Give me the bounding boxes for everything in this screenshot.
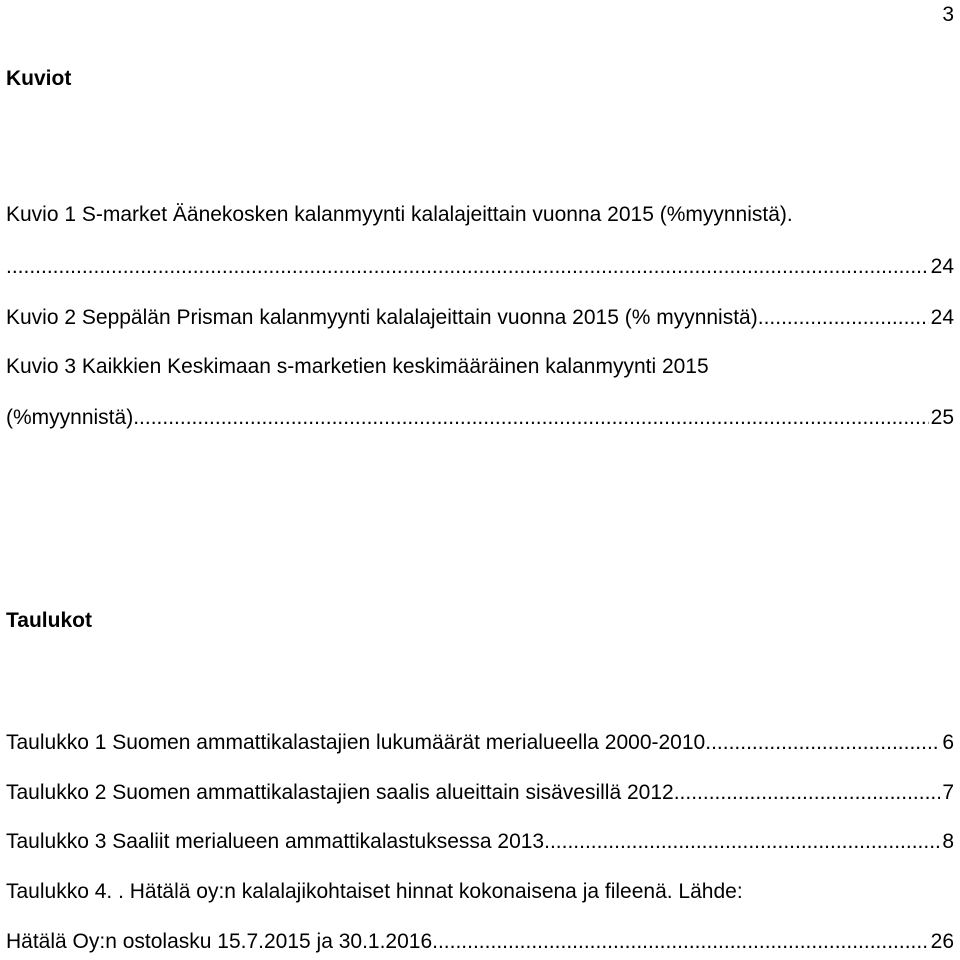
table-4-title[interactable]: Taulukko 4. . Hätälä oy:n kalalajikohtaiset hinnat kokonaisena ja fileenä. Lähde: [6,880,743,903]
dot-leader [764,305,929,331]
figure-3-title[interactable]: Kuvio 3 Kaikkien Keskimaan s-marketien keskimääräinen kalanmyynti 2015 [6,355,709,378]
tables-heading: Taulukot [6,609,92,632]
table-2-entry[interactable] [6,780,954,806]
table-3-title: Taulukko 3 Saaliit merialueen ammattikalastuksessa 2013 [6,830,545,853]
table-4-leader-line[interactable] [6,929,954,955]
figure-1-leader-line[interactable] [6,254,954,280]
table-1-entry[interactable] [6,730,954,756]
dot-leader [705,730,940,756]
table-3-page: 8 [942,830,954,853]
figure-2-title: Kuvio 2 Seppälän Prisman kalanmyynti kalalajeittain vuonna 2015 (% myynnistä). [6,306,764,329]
figure-1-title[interactable]: Kuvio 1 S-market Äänekosken kalanmyynti kalalajeittain vuonna 2015 (%myynnistä). [6,203,793,226]
page-number: 3 [942,3,954,26]
figure-3-title-continued: (%myynnistä). [6,406,140,429]
dot-leader [139,405,929,431]
figures-heading: Kuviot [6,67,72,90]
table-2-title: Taulukko 2 Suomen ammattikalastajien saalis alueittain sisävesillä 2012 [6,781,674,804]
table-4-title-continued: Hätälä Oy:n ostolasku 15.7.2015 ja 30.1.2016. [6,930,438,953]
table-4-page: 26 [930,930,954,953]
figure-2-entry[interactable] [6,305,954,331]
table-2-page: 7 [942,781,954,804]
dot-leader [674,780,941,806]
dot-leader [544,829,940,855]
figure-3-leader-line[interactable] [6,405,954,431]
table-1-page: 6 [942,731,954,754]
dot-leader [6,254,929,280]
figure-3-page: 25 [930,406,954,429]
table-3-entry[interactable] [6,829,954,855]
figure-1-page: 24 [930,255,954,278]
dot-leader [438,929,929,955]
table-1-title: Taulukko 1 Suomen ammattikalastajien lukumäärät merialueella 2000-2010 [6,731,706,754]
figure-2-page: 24 [930,306,954,329]
